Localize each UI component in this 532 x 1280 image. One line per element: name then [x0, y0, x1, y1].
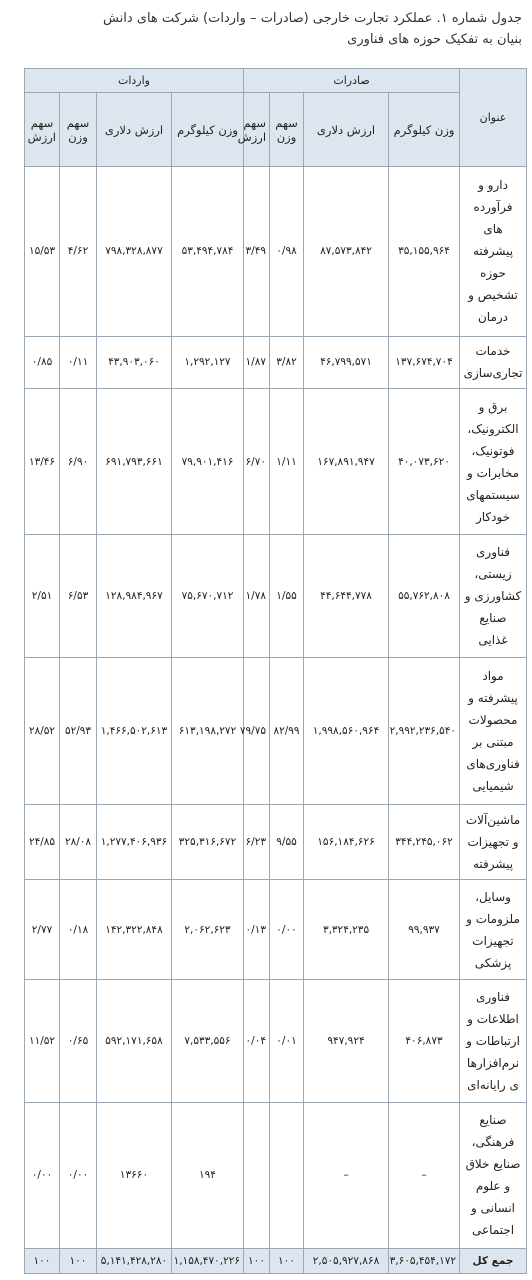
table-row — [25, 1102, 527, 1248]
header-exp-wshare: سهم وزن — [270, 93, 304, 167]
table-row — [25, 535, 527, 658]
header-imp-value: ارزش دلاری — [97, 93, 172, 167]
table-row — [25, 658, 527, 804]
header-row-columns — [25, 93, 527, 167]
imp-value-cell: ۴۳,۹۰۳,۰۶۰ — [97, 336, 172, 388]
table-row — [25, 804, 527, 880]
exp-vshare-cell: ۶/۷۰ — [244, 389, 270, 535]
exp-wshare-cell: ۰/۰۰ — [270, 880, 304, 979]
imp-vshare-cell: ۱۱/۵۲ — [25, 979, 60, 1102]
exp-wshare-cell: ۱/۵۵ — [270, 535, 304, 658]
row-title: فناوری اطلاعات و ارتباطات و نرم‌افزارهای رایانه‌ای — [460, 979, 527, 1102]
imp-vshare-cell: ۱۵/۵۳ — [25, 167, 60, 337]
exp-vshare-cell — [244, 1102, 270, 1248]
total-exp-value: ۲,۵۰۵,۹۲۷,۸۶۸ — [304, 1249, 389, 1274]
header-row-groups — [25, 69, 527, 93]
exp-value-cell: ۹۴۷,۹۲۴ — [304, 979, 389, 1102]
imp-wshare-cell: ۵۲/۹۳ — [60, 658, 97, 804]
exp-vshare-cell: ۳/۴۹ — [244, 167, 270, 337]
imp-wshare-cell: ۶/۵۳ — [60, 535, 97, 658]
exp-value-cell: ۴۴,۶۴۴,۷۷۸ — [304, 535, 389, 658]
imp-vshare-cell: ۰/۰۰ — [25, 1102, 60, 1248]
imp-value-cell: ۱۳۶۶۰ — [97, 1102, 172, 1248]
header-imports: واردات — [25, 69, 244, 93]
header-exp-vshare: سهم ارزش — [244, 93, 270, 167]
caption-line-2: بنیان به تفکیک حوزه های فناوری — [347, 32, 522, 47]
table-row — [25, 336, 527, 388]
exp-vshare-cell: ۷۹/۷۵ — [244, 658, 270, 804]
row-title: دارو و فرآورده های پیشرفته حوزه تشخیص و درمان — [460, 167, 527, 337]
exp-value-cell: ۴۶,۷۹۹,۵۷۱ — [304, 336, 389, 388]
trade-table — [24, 68, 527, 1274]
exp-vshare-cell: ۶/۲۳ — [244, 804, 270, 880]
exp-wshare-cell: ۹/۵۵ — [270, 804, 304, 880]
exp-value-cell: – — [304, 1102, 389, 1248]
imp-value-cell: ۱۲۸,۹۸۴,۹۶۷ — [97, 535, 172, 658]
imp-weight-cell: ۶۱۳,۱۹۸,۲۷۲ — [172, 658, 244, 804]
row-title: ماشین‌آلات و تجهیزات پیشرفته — [460, 804, 527, 880]
imp-vshare-cell: ۰/۸۵ — [25, 336, 60, 388]
imp-weight-cell: ۷,۵۳۳,۵۵۶ — [172, 979, 244, 1102]
total-title: جمع کل — [460, 1249, 527, 1274]
exp-weight-cell: ۴۰,۰۷۳,۶۲۰ — [389, 389, 460, 535]
imp-wshare-cell: ۴/۶۲ — [60, 167, 97, 337]
exp-weight-cell: ۳۵,۱۵۵,۹۶۴ — [389, 167, 460, 337]
total-exp-weight: ۳,۶۰۵,۴۵۴,۱۷۲ — [389, 1249, 460, 1274]
imp-weight-cell: ۷۹,۹۰۱,۴۱۶ — [172, 389, 244, 535]
exp-wshare-cell: ۱/۱۱ — [270, 389, 304, 535]
row-title: خدمات تجاری‌سازی — [460, 336, 527, 388]
exp-vshare-cell: ۱/۷۸ — [244, 535, 270, 658]
table-row — [25, 979, 527, 1102]
total-exp-wshare: ۱۰۰ — [270, 1249, 304, 1274]
exp-wshare-cell: ۳/۸۲ — [270, 336, 304, 388]
row-title: مواد پیشرفته و محصولات مبتنی بر فناوری‌های شیمیایی — [460, 658, 527, 804]
exp-value-cell: ۱۶۷,۸۹۱,۹۴۷ — [304, 389, 389, 535]
header-imp-wshare: سهم وزن — [60, 93, 97, 167]
table-body — [25, 167, 527, 1274]
imp-wshare-cell: ۰/۱۸ — [60, 880, 97, 979]
total-imp-vshare: ۱۰۰ — [25, 1249, 60, 1274]
imp-value-cell: ۷۹۸,۳۲۸,۸۷۷ — [97, 167, 172, 337]
imp-weight-cell: ۳۲۵,۳۱۶,۶۷۲ — [172, 804, 244, 880]
imp-value-cell: ۱۴۲,۳۲۲,۸۴۸ — [97, 880, 172, 979]
exp-weight-cell: ۳۴۴,۲۴۵,۰۶۲ — [389, 804, 460, 880]
exp-value-cell: ۸۷,۵۷۳,۸۴۲ — [304, 167, 389, 337]
header-exp-value: ارزش دلاری — [304, 93, 389, 167]
imp-vshare-cell: ۲/۵۱ — [25, 535, 60, 658]
exp-weight-cell: ۴۰۶,۸۷۳ — [389, 979, 460, 1102]
imp-value-cell: ۵۹۲,۱۷۱,۶۵۸ — [97, 979, 172, 1102]
exp-weight-cell: ۹۹,۹۳۷ — [389, 880, 460, 979]
exp-value-cell: ۱,۹۹۸,۵۶۰,۹۶۴ — [304, 658, 389, 804]
row-title: صنایع فرهنگی، صنایع خلاق و علوم انسانی و اجتماعی — [460, 1102, 527, 1248]
imp-wshare-cell: ۰/۰۰ — [60, 1102, 97, 1248]
imp-weight-cell: ۷۵,۶۷۰,۷۱۲ — [172, 535, 244, 658]
table-row — [25, 389, 527, 535]
imp-weight-cell: ۲,۰۶۲,۶۲۳ — [172, 880, 244, 979]
header-imp-vshare: سهم ارزش — [25, 93, 60, 167]
exp-weight-cell: ۲,۹۹۲,۲۳۶,۵۴۰ — [389, 658, 460, 804]
exp-wshare-cell — [270, 1102, 304, 1248]
exp-wshare-cell: ۰/۰۱ — [270, 979, 304, 1102]
row-title: برق و الکترونیک، فوتونیک، مخابرات و سیستمهای خودکار — [460, 389, 527, 535]
imp-vshare-cell: ۱۳/۴۶ — [25, 389, 60, 535]
total-imp-wshare: ۱۰۰ — [60, 1249, 97, 1274]
imp-weight-cell: ۱,۲۹۲,۱۲۷ — [172, 336, 244, 388]
exp-weight-cell: ۵۵,۷۶۲,۸۰۸ — [389, 535, 460, 658]
row-title: فناوری زیستی، کشاورزی و صنایع غذایی — [460, 535, 527, 658]
imp-weight-cell: ۵۳,۴۹۴,۷۸۴ — [172, 167, 244, 337]
imp-wshare-cell: ۲۸/۰۸ — [60, 804, 97, 880]
exp-weight-cell: – — [389, 1102, 460, 1248]
imp-vshare-cell: ۲۴/۸۵ — [25, 804, 60, 880]
exp-vshare-cell: ۱/۸۷ — [244, 336, 270, 388]
table-caption — [32, 8, 522, 50]
table-row — [25, 167, 527, 337]
imp-wshare-cell: ۰/۶۵ — [60, 979, 97, 1102]
exp-wshare-cell: ۰/۹۸ — [270, 167, 304, 337]
imp-weight-cell: ۱۹۴ — [172, 1102, 244, 1248]
total-row — [25, 1249, 527, 1274]
total-imp-weight: ۱,۱۵۸,۴۷۰,۲۲۶ — [172, 1249, 244, 1274]
header-exports: صادرات — [244, 69, 460, 93]
caption-line-1: جدول شماره ۱. عملکرد تجارت خارجی (صادرات – واردات) شرکت های دانش — [103, 11, 522, 26]
total-exp-vshare: ۱۰۰ — [244, 1249, 270, 1274]
exp-weight-cell: ۱۳۷,۶۷۴,۷۰۴ — [389, 336, 460, 388]
exp-value-cell: ۳,۳۲۴,۲۳۵ — [304, 880, 389, 979]
row-title: وسایل، ملزومات و تجهیزات پزشکی — [460, 880, 527, 979]
imp-vshare-cell: ۲۸/۵۲ — [25, 658, 60, 804]
imp-vshare-cell: ۲/۷۷ — [25, 880, 60, 979]
header-title: عنوان — [460, 69, 527, 167]
exp-vshare-cell: ۰/۰۴ — [244, 979, 270, 1102]
imp-value-cell: ۱,۴۶۶,۵۰۲,۶۱۳ — [97, 658, 172, 804]
imp-value-cell: ۱,۲۷۷,۴۰۶,۹۳۶ — [97, 804, 172, 880]
imp-wshare-cell: ۶/۹۰ — [60, 389, 97, 535]
table-row — [25, 880, 527, 979]
total-imp-value: ۵,۱۴۱,۴۲۸,۲۸۰ — [97, 1249, 172, 1274]
imp-value-cell: ۶۹۱,۷۹۳,۶۶۱ — [97, 389, 172, 535]
exp-vshare-cell: ۰/۱۳ — [244, 880, 270, 979]
exp-value-cell: ۱۵۶,۱۸۴,۶۲۶ — [304, 804, 389, 880]
header-imp-weight: وزن کیلوگرم — [172, 93, 244, 167]
imp-wshare-cell: ۰/۱۱ — [60, 336, 97, 388]
exp-wshare-cell: ۸۲/۹۹ — [270, 658, 304, 804]
header-exp-weight: وزن کیلوگرم — [389, 93, 460, 167]
